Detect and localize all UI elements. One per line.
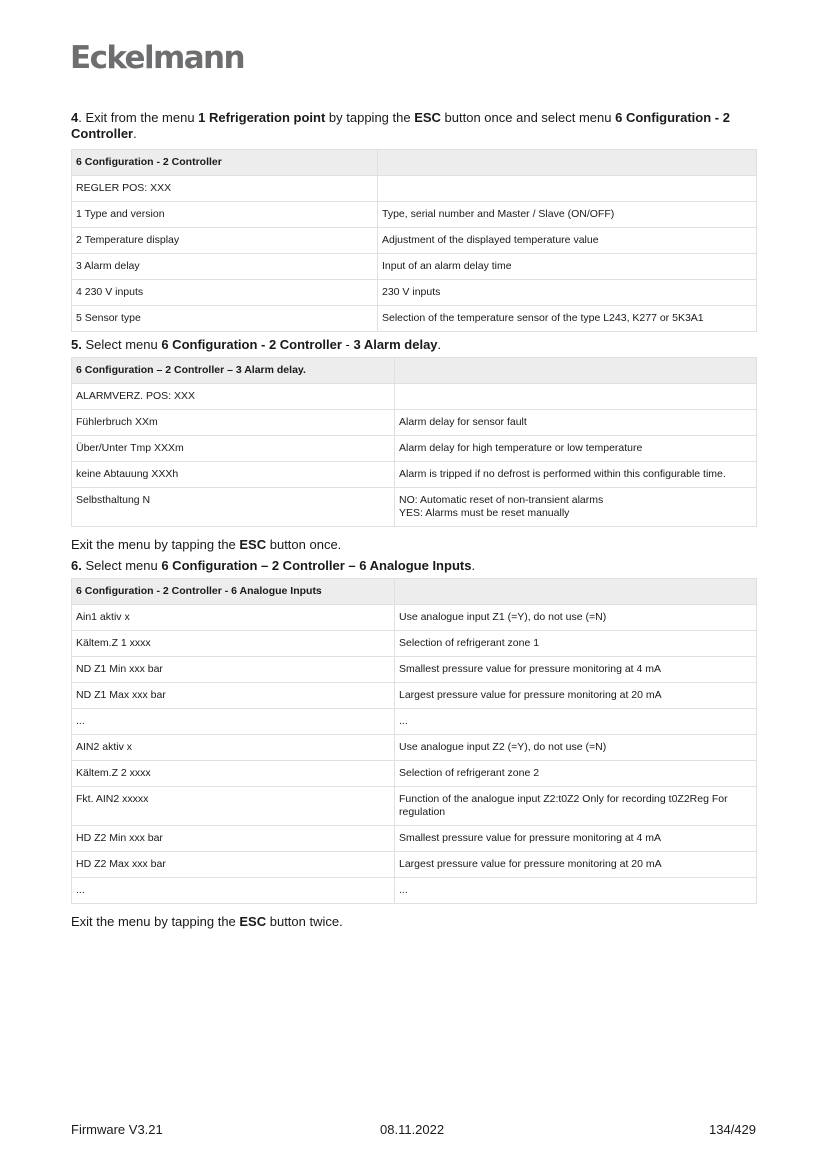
table-cell: 5 Sensor type — [72, 306, 378, 332]
table-cell: 2 Temperature display — [72, 228, 378, 254]
table-row — [72, 306, 757, 332]
table-cell: Largest pressure value for pressure monitoring at 20 mA — [395, 852, 757, 878]
step-6-instruction: 6. Select menu 6 Configuration – 2 Controller – 6 Analogue Inputs. — [71, 558, 476, 573]
table-cell: HD Z2 Min xxx bar — [72, 826, 395, 852]
table-cell: Type, serial number and Master / Slave (ON/OFF) — [378, 202, 757, 228]
table-cell: Fkt. AIN2 xxxxx — [72, 787, 395, 826]
table-header-row — [72, 579, 757, 605]
table-cell: Selection of the temperature sensor of the type L243, K277 or 5K3A1 — [378, 306, 757, 332]
step-5-instruction: 5. Select menu 6 Configuration - 2 Controller - 3 Alarm delay. — [71, 337, 442, 352]
table-cell — [378, 176, 757, 202]
table-cell: HD Z2 Max xxx bar — [72, 852, 395, 878]
table-row — [72, 852, 757, 878]
step-4-instruction: 4. Exit from the menu 1 Refrigeration point by tapping the ESC button once and select menu 6 Configuration - 2 Controller. — [71, 110, 730, 141]
table-row — [72, 657, 757, 683]
table-cell: Smallest pressure value for pressure monitoring at 4 mA — [395, 826, 757, 852]
table-cell: Smallest pressure value for pressure monitoring at 4 mA — [395, 657, 757, 683]
table-cell: 4 230 V inputs — [72, 280, 378, 306]
table-cell: ... — [395, 878, 757, 904]
table-cell: keine Abtauung XXXh — [72, 462, 395, 488]
table-row — [72, 280, 757, 306]
cell-line: NO: Automatic reset of non-transient alarms — [399, 494, 604, 506]
table-row — [72, 605, 757, 631]
table-row — [72, 761, 757, 787]
table-cell: Kältem.Z 2 xxxx — [72, 761, 395, 787]
table-header-row — [72, 150, 757, 176]
table-row — [72, 878, 757, 904]
footer-page-number: 134/429 — [709, 1122, 756, 1137]
table-header-cell — [395, 579, 757, 605]
table-row — [72, 488, 757, 527]
table-cell: 1 Type and version — [72, 202, 378, 228]
table-row — [72, 826, 757, 852]
table-row — [72, 735, 757, 761]
table-row — [72, 176, 757, 202]
table-cell: Use analogue input Z1 (=Y), do not use (=N) — [395, 605, 757, 631]
table-cell: Alarm is tripped if no defrost is performed within this configurable time. — [395, 462, 757, 488]
page-content — [71, 110, 756, 930]
table-cell: Kältem.Z 1 xxxx — [72, 631, 395, 657]
table-row — [72, 436, 757, 462]
table-row — [72, 228, 757, 254]
table-row — [72, 462, 757, 488]
alarm-delay-table — [71, 357, 757, 527]
table-cell: 230 V inputs — [378, 280, 757, 306]
table-header-cell: 6 Configuration - 2 Controller - 6 Analogue Inputs — [72, 579, 395, 605]
table-cell: ND Z1 Max xxx bar — [72, 683, 395, 709]
table-header-cell: 6 Configuration – 2 Controller – 3 Alarm delay. — [72, 358, 395, 384]
table-header-cell — [378, 150, 757, 176]
table-cell: ... — [72, 878, 395, 904]
table-cell: Use analogue input Z2 (=Y), do not use (=N) — [395, 735, 757, 761]
table-row — [72, 410, 757, 436]
footer-firmware: Firmware V3.21 — [71, 1122, 163, 1137]
table-cell: Function of the analogue input Z2:t0Z2 Only for recording t0Z2Reg For regulation — [395, 787, 757, 826]
table-cell: Largest pressure value for pressure monitoring at 20 mA — [395, 683, 757, 709]
table-cell: Alarm delay for sensor fault — [395, 410, 757, 436]
footer-date: 08.11.2022 — [380, 1122, 445, 1137]
table-cell: Fühlerbruch XXm — [72, 410, 395, 436]
table-row — [72, 384, 757, 410]
table-cell: Selection of refrigerant zone 2 — [395, 761, 757, 787]
table-row — [72, 202, 757, 228]
table-cell — [395, 384, 757, 410]
table-row — [72, 709, 757, 735]
table-cell: ... — [72, 709, 395, 735]
table-cell: Ain1 aktiv x — [72, 605, 395, 631]
table-cell: Selection of refrigerant zone 1 — [395, 631, 757, 657]
table-row — [72, 787, 757, 826]
table-cell: ND Z1 Min xxx bar — [72, 657, 395, 683]
table-row — [72, 631, 757, 657]
table-row — [72, 683, 757, 709]
analogue-inputs-table — [71, 578, 757, 904]
table-cell: REGLER POS: XXX — [72, 176, 378, 202]
eckelmann-logo: Eckelmann — [70, 40, 244, 76]
table-cell: Input of an alarm delay time — [378, 254, 757, 280]
table-cell: 3 Alarm delay — [72, 254, 378, 280]
table-cell — [395, 488, 757, 527]
table-cell: AIN2 aktiv x — [72, 735, 395, 761]
table-header-row — [72, 358, 757, 384]
table-cell: ALARMVERZ. POS: XXX — [72, 384, 395, 410]
table-row — [72, 254, 757, 280]
exit-instruction-once: Exit the menu by tapping the ESC button once. — [71, 537, 342, 552]
table-cell: ... — [395, 709, 757, 735]
table-cell: Adjustment of the displayed temperature value — [378, 228, 757, 254]
table-cell: Selbsthaltung N — [72, 488, 395, 527]
controller-menu-table — [71, 149, 757, 332]
table-header-cell: 6 Configuration - 2 Controller — [72, 150, 378, 176]
table-cell: Alarm delay for high temperature or low temperature — [395, 436, 757, 462]
table-header-cell — [395, 358, 757, 384]
table-cell: Über/Unter Tmp XXXm — [72, 436, 395, 462]
exit-instruction-twice: Exit the menu by tapping the ESC button twice. — [71, 914, 343, 929]
cell-line: YES: Alarms must be reset manually — [399, 507, 570, 519]
